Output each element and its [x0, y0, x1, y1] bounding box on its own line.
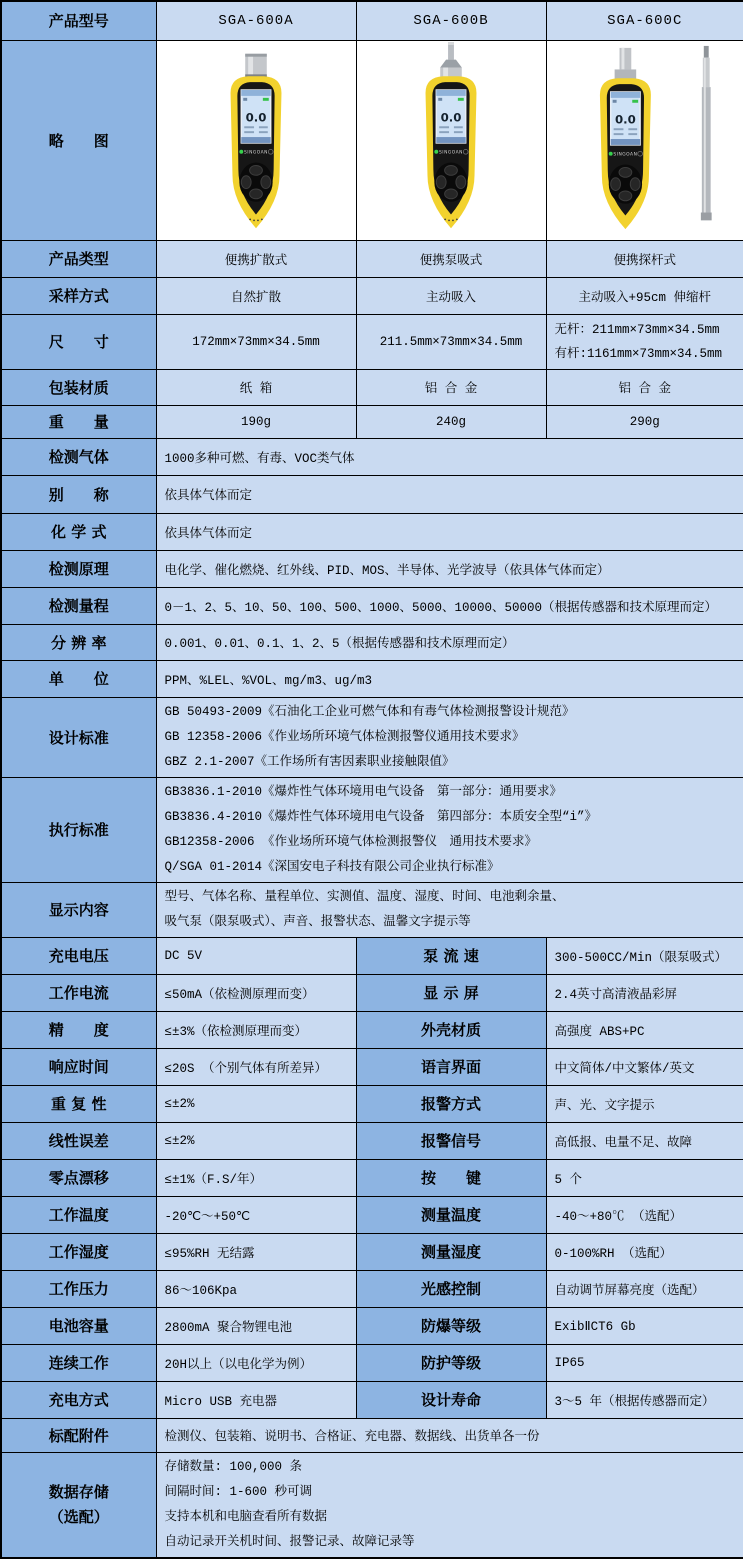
weight-b: 240g	[356, 405, 546, 438]
display-content-line1: 型号、气体名称、量程单位、实测值、温度、湿度、时间、电池剩余量、	[164, 889, 565, 904]
model-b-cell: SGA-600B	[356, 1, 546, 40]
execution-standard-label: 执行标准	[1, 777, 156, 882]
device-screen-value: 0.0	[614, 112, 636, 127]
battery-capacity-label: 电池容量	[1, 1307, 156, 1344]
zero-drift-label: 零点漂移	[1, 1159, 156, 1196]
dimensions-c-line1: 无杆：211mm×73mm×34.5mm	[554, 322, 720, 337]
design-life-label: 设计寿命	[356, 1381, 546, 1418]
row-standard-accessories	[1, 1418, 743, 1452]
row-battery-capacity-explosion-proof	[1, 1307, 743, 1344]
design-standard-line3: GBZ 2.1-2007《工作场所有害因素职业接触限值》	[164, 754, 455, 769]
alias-value: 依具体气体而定	[156, 475, 743, 513]
execution-standard-line3: GB12358-2006 《作业场所环境气体检测报警仪 通用技术要求》	[164, 834, 538, 849]
row-execution-standard	[1, 777, 743, 882]
device-image-sga-600a	[196, 42, 316, 238]
device-image-sga-600c	[550, 42, 740, 238]
model-a-cell: SGA-600A	[156, 1, 356, 40]
sampling-method-b: 主动吸入	[356, 277, 546, 314]
weight-a: 190g	[156, 405, 356, 438]
pump-flow-value: 300-500CC/Min（限泵吸式）	[546, 937, 743, 974]
working-humidity-label: 工作湿度	[1, 1233, 156, 1270]
device-screen-value: 0.0	[245, 110, 267, 125]
response-time-label: 响应时间	[1, 1048, 156, 1085]
light-control-value: 自动调节屏幕亮度（选配）	[546, 1270, 743, 1307]
unit-label: 单 位	[1, 660, 156, 697]
linear-error-label: 线性误差	[1, 1122, 156, 1159]
row-working-current-display-screen	[1, 974, 743, 1011]
display-screen-label: 显 示 屏	[356, 974, 546, 1011]
battery-capacity-value: 2800mA 聚合物锂电池	[156, 1307, 356, 1344]
continuous-working-value: 20H以上（以电化学为例）	[156, 1344, 356, 1381]
alarm-signal-value: 高低报、电量不足、故障	[546, 1122, 743, 1159]
packaging-material-b: 铝 合 金	[356, 369, 546, 405]
charging-method-label: 充电方式	[1, 1381, 156, 1418]
telescopic-rod	[701, 46, 712, 220]
row-resolution	[1, 624, 743, 660]
row-repeatability-alarm-mode	[1, 1085, 743, 1122]
keys-value: 5 个	[546, 1159, 743, 1196]
product-type-label: 产品类型	[1, 240, 156, 277]
packaging-material-a: 纸 箱	[156, 369, 356, 405]
sampling-method-c: 主动吸入+95cm 伸缩杆	[546, 277, 743, 314]
resolution-value: 0.001、0.01、0.1、1、2、5（根据传感器和技术原理而定）	[156, 624, 743, 660]
row-weight	[1, 405, 743, 438]
working-current-value: ≤50mA（依检测原理而变）	[156, 974, 356, 1011]
working-humidity-value: ≤95%RH 无结露	[156, 1233, 356, 1270]
display-content-line2: 吸气泵（限泵吸式）、声音、报警状态、温馨文字提示等	[164, 914, 471, 929]
row-detection-principle	[1, 550, 743, 587]
weight-c: 290g	[546, 405, 743, 438]
design-standard-line2: GB 12358-2006《作业场所环境气体检测报警仪通用技术要求》	[164, 729, 525, 744]
execution-standard-value	[156, 777, 743, 882]
detection-range-value: 0－1、2、5、10、50、100、500、1000、5000、10000、50000（根据传感器和技术原理而定）	[156, 587, 743, 624]
sketch-cell-c	[546, 40, 743, 240]
display-content-value	[156, 882, 743, 937]
detection-range-label: 检测量程	[1, 587, 156, 624]
device-brand-text: SINGOAN	[244, 150, 268, 156]
row-detection-range	[1, 587, 743, 624]
dimensions-b: 211.5mm×73mm×34.5mm	[356, 314, 546, 369]
display-screen-value: 2.4英寸高清液晶彩屏	[546, 974, 743, 1011]
measure-temperature-value: -40～+80℃ （选配）	[546, 1196, 743, 1233]
explosion-proof-value: ExibⅡCT6 Gb	[546, 1307, 743, 1344]
row-product-type	[1, 240, 743, 277]
dimensions-label: 尺 寸	[1, 314, 156, 369]
sketch-label: 略 图	[1, 40, 156, 240]
detected-gas-label: 检测气体	[1, 438, 156, 475]
design-standard-label: 设计标准	[1, 697, 156, 777]
row-working-humidity-measure-humidity	[1, 1233, 743, 1270]
sketch-row	[1, 40, 743, 240]
packaging-material-c: 铝 合 金	[546, 369, 743, 405]
light-control-label: 光感控制	[356, 1270, 546, 1307]
sketch-cell-a	[156, 40, 356, 240]
row-sampling-method	[1, 277, 743, 314]
alarm-mode-value: 声、光、文字提示	[546, 1085, 743, 1122]
row-continuous-working-protection-class	[1, 1344, 743, 1381]
data-storage-line2: 间隔时间: 1-600 秒可调	[164, 1484, 313, 1499]
working-current-label: 工作电流	[1, 974, 156, 1011]
language-label: 语言界面	[356, 1048, 546, 1085]
working-pressure-value: 86～106Kpa	[156, 1270, 356, 1307]
row-zero-drift-keys	[1, 1159, 743, 1196]
keys-label: 按 键	[356, 1159, 546, 1196]
charge-voltage-label: 充电电压	[1, 937, 156, 974]
charge-voltage-value: DC 5V	[156, 937, 356, 974]
device-brand-text: SINGOAN	[439, 150, 463, 156]
accuracy-value: ≤±3%（依检测原理而变）	[156, 1011, 356, 1048]
product-type-b: 便携泵吸式	[356, 240, 546, 277]
row-chemical-formula	[1, 513, 743, 550]
detected-gas-value: 1000多种可燃、有毒、VOC类气体	[156, 438, 743, 475]
sampling-method-a: 自然扩散	[156, 277, 356, 314]
row-unit	[1, 660, 743, 697]
repeatability-label: 重 复 性	[1, 1085, 156, 1122]
working-temperature-label: 工作温度	[1, 1196, 156, 1233]
protection-class-value: IP65	[546, 1344, 743, 1381]
shell-material-label: 外壳材质	[356, 1011, 546, 1048]
design-standard-value	[156, 697, 743, 777]
working-pressure-label: 工作压力	[1, 1270, 156, 1307]
row-alias	[1, 475, 743, 513]
row-design-standard	[1, 697, 743, 777]
charging-method-value: Micro USB 充电器	[156, 1381, 356, 1418]
measure-temperature-label: 测量温度	[356, 1196, 546, 1233]
dimensions-c	[546, 314, 743, 369]
dimensions-a: 172mm×73mm×34.5mm	[156, 314, 356, 369]
row-working-temp-measure-temp	[1, 1196, 743, 1233]
detection-principle-label: 检测原理	[1, 550, 156, 587]
row-response-time-language	[1, 1048, 743, 1085]
detection-principle-value: 电化学、催化燃烧、红外线、PID、MOS、半导体、光学波导（依具体气体而定）	[156, 550, 743, 587]
row-accuracy-shell-material	[1, 1011, 743, 1048]
data-storage-label-line1: 数据存储	[48, 1482, 109, 1501]
alias-label: 别 称	[1, 475, 156, 513]
packaging-material-label: 包装材质	[1, 369, 156, 405]
row-linear-error-alarm-signal	[1, 1122, 743, 1159]
alarm-mode-label: 报警方式	[356, 1085, 546, 1122]
header-row	[1, 1, 743, 40]
design-standard-line1: GB 50493-2009《石油化工企业可燃气体和有毒气体检测报警设计规范》	[164, 704, 575, 719]
chemical-formula-value: 依具体气体而定	[156, 513, 743, 550]
product-type-c: 便携探杆式	[546, 240, 743, 277]
row-charging-method-design-life	[1, 1381, 743, 1418]
data-storage-line1: 存储数量: 100,000 条	[164, 1459, 303, 1474]
device-image-sga-600b	[391, 42, 511, 238]
weight-label: 重 量	[1, 405, 156, 438]
accuracy-label: 精 度	[1, 1011, 156, 1048]
execution-standard-line1: GB3836.1-2010《爆炸性气体环境用电气设备 第一部分：通用要求》	[164, 784, 563, 799]
linear-error-value: ≤±2%	[156, 1122, 356, 1159]
model-c-cell: SGA-600C	[546, 1, 743, 40]
row-charge-voltage-pump-flow	[1, 937, 743, 974]
display-content-label: 显示内容	[1, 882, 156, 937]
data-storage-line3: 支持本机和电脑查看所有数据	[164, 1509, 328, 1524]
unit-value: PPM、%LEL、%VOL、mg/m3、ug/m3	[156, 660, 743, 697]
response-time-value: ≤20S （个别气体有所差异）	[156, 1048, 356, 1085]
design-life-value: 3～5 年（根据传感器而定）	[546, 1381, 743, 1418]
measure-humidity-label: 测量湿度	[356, 1233, 546, 1270]
row-working-pressure-light-control	[1, 1270, 743, 1307]
resolution-label: 分 辨 率	[1, 624, 156, 660]
language-value: 中文简体/中文繁体/英文	[546, 1048, 743, 1085]
row-packaging-material	[1, 369, 743, 405]
standard-accessories-value: 检测仪、包装箱、说明书、合格证、充电器、数据线、出货单各一份	[156, 1418, 743, 1452]
product-model-label: 产品型号	[1, 1, 156, 40]
row-dimensions	[1, 314, 743, 369]
data-storage-line4: 自动记录开关机时间、报警记录、故障记录等	[164, 1534, 415, 1549]
explosion-proof-label: 防爆等级	[356, 1307, 546, 1344]
device-screen-value: 0.0	[440, 110, 462, 125]
working-temperature-value: -20℃～+50℃	[156, 1196, 356, 1233]
sketch-cell-b	[356, 40, 546, 240]
execution-standard-line4: Q/SGA 01-2014《深国安电子科技有限公司企业执行标准》	[164, 859, 500, 874]
row-display-content	[1, 882, 743, 937]
alarm-signal-label: 报警信号	[356, 1122, 546, 1159]
protection-class-label: 防护等级	[356, 1344, 546, 1381]
row-detected-gas	[1, 438, 743, 475]
shell-material-value: 高强度 ABS+PC	[546, 1011, 743, 1048]
dimensions-c-line2: 有杆:1161mm×73mm×34.5mm	[554, 346, 723, 361]
zero-drift-value: ≤±1%（F.S/年）	[156, 1159, 356, 1196]
data-storage-label-line2: （选配）	[48, 1507, 109, 1526]
measure-humidity-value: 0-100%RH （选配）	[546, 1233, 743, 1270]
pump-flow-label: 泵 流 速	[356, 937, 546, 974]
device-brand-text: SINGOAN	[613, 152, 638, 158]
chemical-formula-label: 化 学 式	[1, 513, 156, 550]
product-type-a: 便携扩散式	[156, 240, 356, 277]
sampling-method-label: 采样方式	[1, 277, 156, 314]
continuous-working-label: 连续工作	[1, 1344, 156, 1381]
repeatability-value: ≤±2%	[156, 1085, 356, 1122]
execution-standard-line2: GB3836.4-2010《爆炸性气体环境用电气设备 第四部分：本质安全型“i”》	[164, 809, 598, 824]
standard-accessories-label: 标配附件	[1, 1418, 156, 1452]
